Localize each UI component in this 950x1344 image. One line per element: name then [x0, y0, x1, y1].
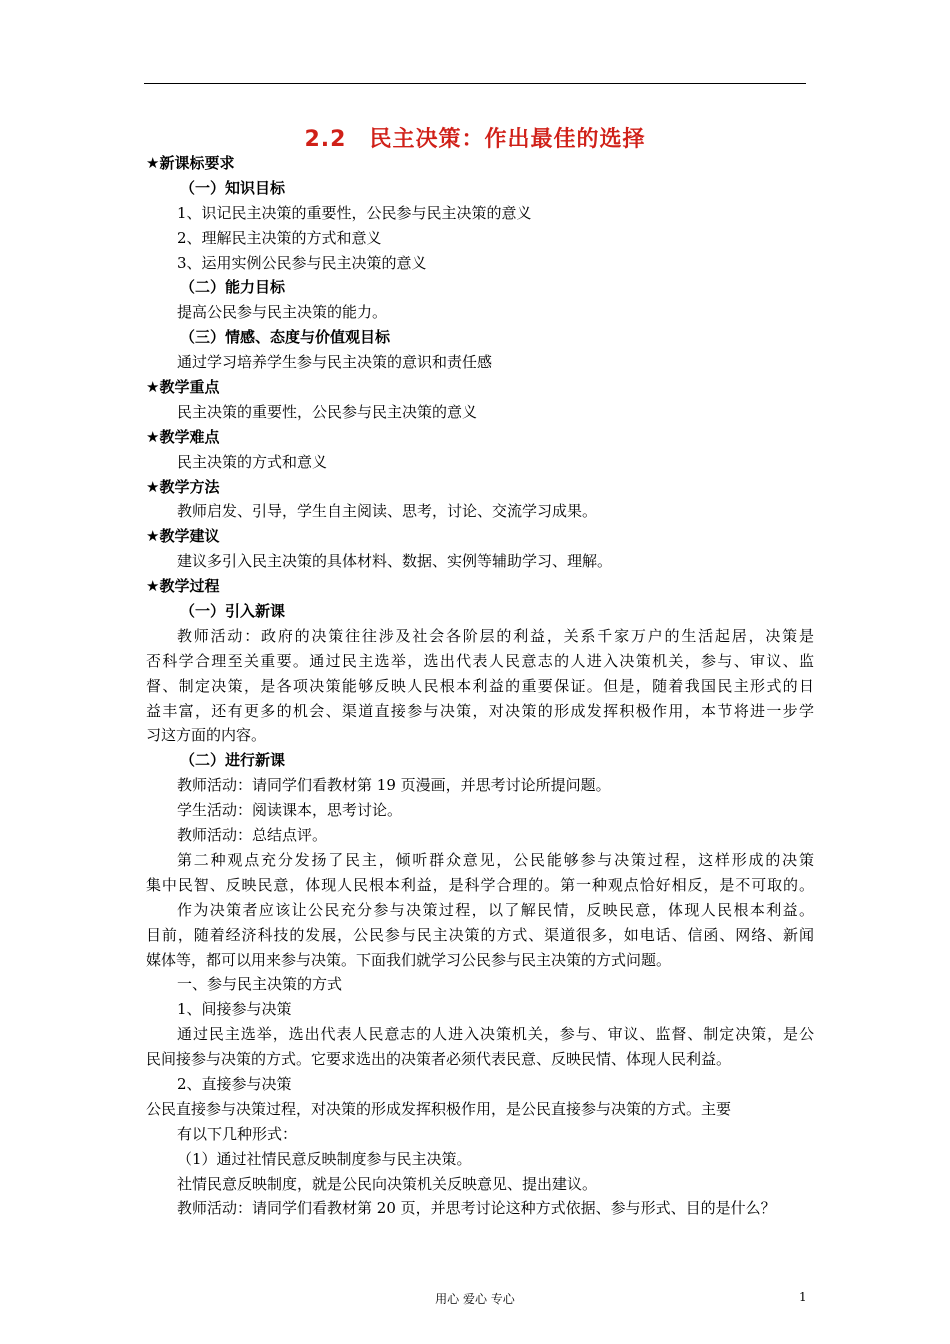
section-heading: ★教学建议	[146, 527, 220, 546]
section-heading: （二）能力目标	[180, 278, 286, 297]
section-heading: （一）引入新课	[180, 602, 286, 621]
text-line: 目前，随着经济科技的发展，公民参与民主决策的方式、渠道很多，如电话、信函、网络、新闻	[146, 925, 814, 944]
section-heading: ★教学过程	[146, 577, 220, 596]
section-heading: （三）情感、态度与价值观目标	[180, 328, 391, 347]
text-line: 通过学习培养学生参与民主决策的意识和责任感	[177, 353, 493, 372]
text-line: 教师活动：总结点评。	[177, 826, 328, 845]
text-line: 否科学合理至关重要。通过民主选举，选出代表人民意志的人进入决策机关，参与、审议、监	[146, 651, 814, 670]
text-line: 民间接参与决策的方式。它要求选出的决策者必须代表民意、反映民情、体现人民利益。	[146, 1050, 732, 1069]
page-number: 1	[799, 1290, 807, 1304]
page-footer: 用心 爱心 专心	[435, 1292, 515, 1306]
text-line: 民主决策的方式和意义	[177, 452, 328, 471]
header-rule	[144, 83, 806, 84]
section-heading: ★教学重点	[146, 378, 220, 397]
text-line: 有以下几种形式：	[177, 1124, 298, 1143]
text-line: 3、运用实例公民参与民主决策的意义	[177, 253, 427, 272]
text-line: 2、直接参与决策	[177, 1074, 292, 1093]
text-line: 公民直接参与决策过程，对决策的形成发挥积极作用，是公民直接参与决策的方式。主要	[146, 1099, 732, 1118]
text-line: 建议多引入民主决策的具体材料、数据、实例等辅助学习、理解。	[177, 552, 613, 571]
section-heading: ★教学难点	[146, 427, 220, 446]
text-line: 教师活动：政府的决策往往涉及社会各阶层的利益，关系千家万户的生活起居，决策是	[177, 626, 814, 645]
text-line: （1）通过社情民意反映制度参与民主决策。	[177, 1149, 472, 1168]
text-line: 教师启发、引导，学生自主阅读、思考，讨论、交流学习成果。	[177, 502, 598, 521]
text-line: 益丰富，还有更多的机会、渠道直接参与决策，对决策的形成发挥积极作用，本节将进一步学	[146, 701, 814, 720]
text-line: 通过民主选举，选出代表人民意志的人进入决策机关，参与、审议、监督、制定决策，是公	[177, 1025, 814, 1044]
text-line: 教师活动：请同学们看教材第 19 页漫画，并思考讨论所提问题。	[177, 776, 611, 795]
section-heading: ★新课标要求	[146, 154, 235, 172]
text-line: 提高公民参与民主决策的能力。	[177, 303, 388, 322]
text-line: 媒体等，都可以用来参与决策。下面我们就学习公民参与民主决策的方式问题。	[146, 950, 672, 969]
document-body	[146, 151, 814, 1221]
text-line: 学生活动：阅读课本，思考讨论。	[177, 801, 403, 820]
text-line: 习这方面的内容。	[146, 726, 267, 745]
page-title: 2.2 民主决策：作出最佳的选择	[304, 127, 646, 152]
text-line: 社情民意反映制度，就是公民向决策机关反映意见、提出建议。	[177, 1174, 598, 1193]
section-heading: （二）进行新课	[180, 751, 286, 770]
text-line: 2、理解民主决策的方式和意义	[177, 228, 382, 247]
text-line: 1、识记民主决策的重要性，公民参与民主决策的意义	[177, 203, 532, 222]
text-line: 第二种观点充分发扬了民主，倾听群众意见，公民能够参与决策过程，这样形成的决策	[177, 850, 814, 869]
text-line: 教师活动：请同学们看教材第 20 页，并思考讨论这种方式依据、参与形式、目的是什么？	[177, 1199, 776, 1218]
text-line: 1、间接参与决策	[177, 1000, 292, 1019]
text-line: 一、参与民主决策的方式	[177, 975, 343, 994]
text-line: 督、制定决策，是各项决策能够反映人民根本利益的重要保证。但是，随着我国民主形式的日	[146, 676, 814, 695]
section-heading: （一）知识目标	[180, 178, 286, 197]
text-line: 民主决策的重要性，公民参与民主决策的意义	[177, 402, 478, 421]
text-line: 集中民智、反映民意，体现人民根本利益，是科学合理的。第一种观点恰好相反，是不可取的。	[146, 875, 814, 894]
text-line: 作为决策者应该让公民充分参与决策过程，以了解民情，反映民意，体现人民根本利益。	[177, 900, 814, 919]
section-heading: ★教学方法	[146, 477, 220, 496]
